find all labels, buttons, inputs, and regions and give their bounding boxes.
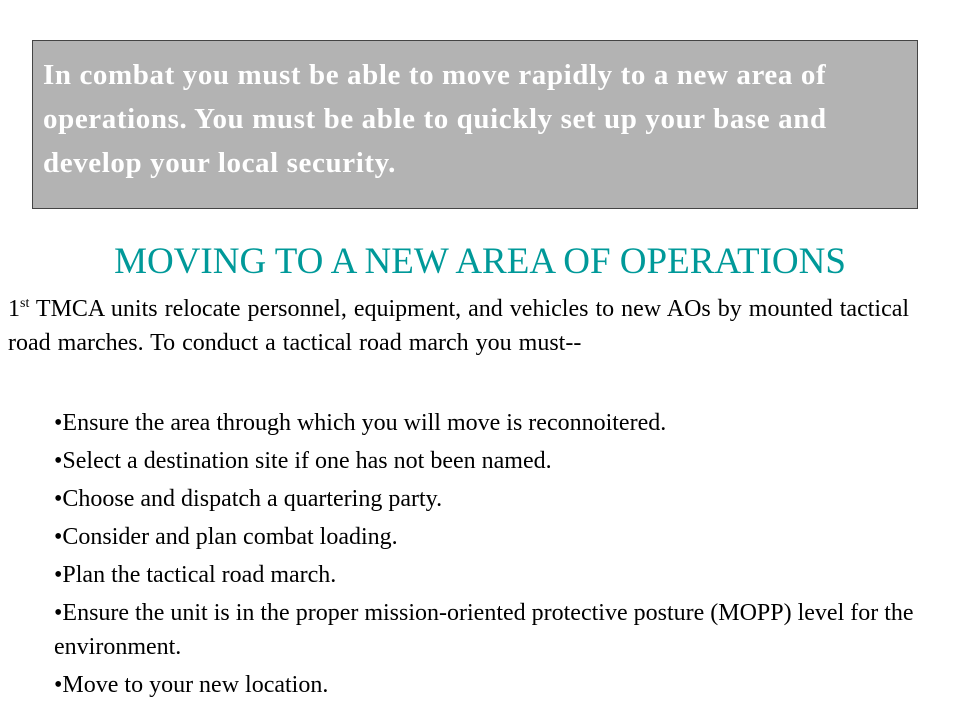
bullet-item-road-march: •Plan the tactical road march. bbox=[54, 562, 337, 588]
bullet-item-destination: •Select a destination site if one has not been named. bbox=[54, 448, 552, 474]
intro-text: TMCA units relocate personnel, equipment, and vehicles to new AOs by mounted tactical road marches. To conduct a tactical road march you must-- bbox=[8, 296, 910, 356]
section-heading: MOVING TO A NEW AREA OF OPERATIONS bbox=[114, 241, 846, 282]
bullet-item-quartering-party: •Choose and dispatch a quartering party. bbox=[54, 486, 443, 512]
intro-ordinal-number: 1 bbox=[8, 296, 20, 322]
bullet-item-move: •Move to your new location. bbox=[54, 672, 329, 698]
intro-ordinal-suffix: st bbox=[20, 296, 30, 311]
callout-box bbox=[32, 40, 918, 209]
bullet-item-combat-loading: •Consider and plan combat loading. bbox=[54, 524, 398, 550]
intro-paragraph bbox=[8, 292, 948, 360]
bullet-item-mopp: •Ensure the unit is in the proper mission-oriented protective posture (MOPP) level for the environment. bbox=[54, 600, 914, 660]
callout-text: In combat you must be able to move rapidly to a new area of operations. You must be able to quickly set up your base and develop your local security. bbox=[43, 59, 827, 179]
bullet-item-reconnoiter: •Ensure the area through which you will move is reconnoitered. bbox=[54, 410, 667, 436]
bullet-list bbox=[54, 404, 954, 704]
